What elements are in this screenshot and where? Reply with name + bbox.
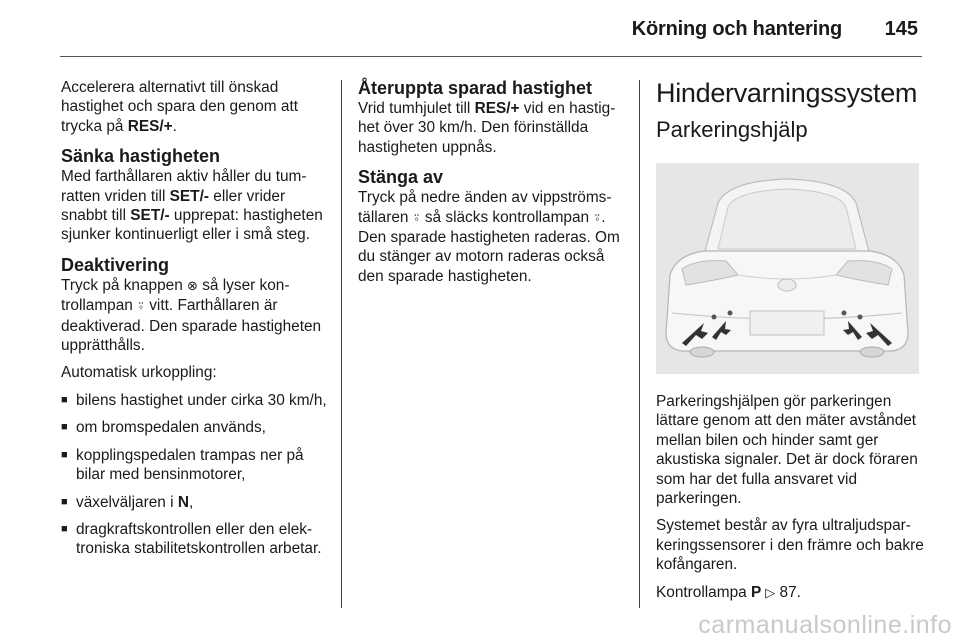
car-rear-illustration [656, 163, 919, 374]
page-number: 145 [884, 18, 918, 40]
sensors-paragraph: Systemet består av fyra ultraljudsparkeringssensorer i den främre och bakre kofångaren. [656, 517, 924, 574]
list-item: ■ bilens hastighet under cirka 30 km/h, [61, 391, 333, 410]
header-divider [60, 56, 922, 57]
switch-off-paragraph: Tryck på nedre änden av vippströmställaren ⍤ så släcks kontrollampan ⍤. Den sparade hastigheten raderas. Om du stänger av motorn raderas också den sparade hastigheten. [358, 189, 620, 285]
page-reference-icon: ▷ [765, 585, 776, 601]
auto-disengage-label: Automatisk urkoppling: [61, 364, 217, 382]
cruise-control-lamp-icon: ⍤ [137, 299, 145, 315]
column-1 [61, 78, 333, 567]
list-item: ■ kopplingspedalen trampas ner på bilar med bensinmotorer, [61, 446, 333, 485]
parking-assist-icon: P [750, 583, 762, 601]
deactivation-paragraph: Tryck på knappen ⊗ så lyser kontrollampan ⍤ vitt. Farthållaren är deaktiverad. Den sparade hastigheten upprätthålls. [61, 276, 322, 355]
heading-resume-speed: Återuppta sparad hastighet [358, 78, 593, 98]
control-lamp-paragraph: Kontrollampa P ▷ 87. [656, 583, 801, 601]
section-title: Hindervarningssystem [656, 78, 918, 108]
list-item: ■ om bromspedalen används, [61, 418, 333, 437]
res-plus-label: RES/+ [127, 117, 173, 135]
auto-disengage-list [61, 391, 333, 559]
column-divider-2 [639, 80, 640, 608]
subsection-title: Parkeringshjälp [656, 117, 808, 142]
heading-deactivation: Deaktivering [61, 254, 170, 275]
column-divider-1 [341, 80, 342, 608]
list-item: ■ växelväljaren i N, [61, 493, 333, 512]
car-rear-drawing [656, 163, 919, 374]
lower-speed-paragraph: Med farthållaren aktiv håller du tumratten vriden till SET/- eller vrider snabbt till SET/- upprepat: hastigheten sjunker kontinuerligt eller i små steg. [61, 168, 323, 244]
list-item: ■ dragkraftskontrollen eller den elektroniska stabilitetskontrollen arbetar. [61, 520, 333, 559]
parking-aid-paragraph: Parkeringshjälpen gör parkeringen lättare genom att den mäter avståndet mellan bilen och hinder samt ger akustiska signaler. Det är dock föraren som har det fulla ansvaret vid parkeringen. [656, 393, 918, 508]
cruise-control-lamp-icon: ⍤ [412, 210, 421, 226]
watermark: carmanualsonline.info [698, 611, 952, 639]
chapter-title: Körning och hantering [631, 18, 842, 40]
cancel-button-icon: ⊗ [187, 278, 198, 294]
cruise-control-lamp-icon: ⍤ [593, 210, 602, 226]
page-header [0, 0, 960, 56]
intro-paragraph: Accelerera alternativt till önskad hastighet och spara den genom att trycka på RES/+. [61, 79, 299, 135]
heading-lower-speed: Sänka hastigheten [61, 146, 221, 167]
column-3 [656, 78, 924, 611]
column-2 [358, 78, 626, 294]
resume-paragraph: Vrid tumhjulet till RES/+ vid en hastighet över 30 km/h. Den förinställda hastigheten uppnås. [358, 100, 616, 156]
heading-switch-off: Stänga av [358, 167, 444, 188]
